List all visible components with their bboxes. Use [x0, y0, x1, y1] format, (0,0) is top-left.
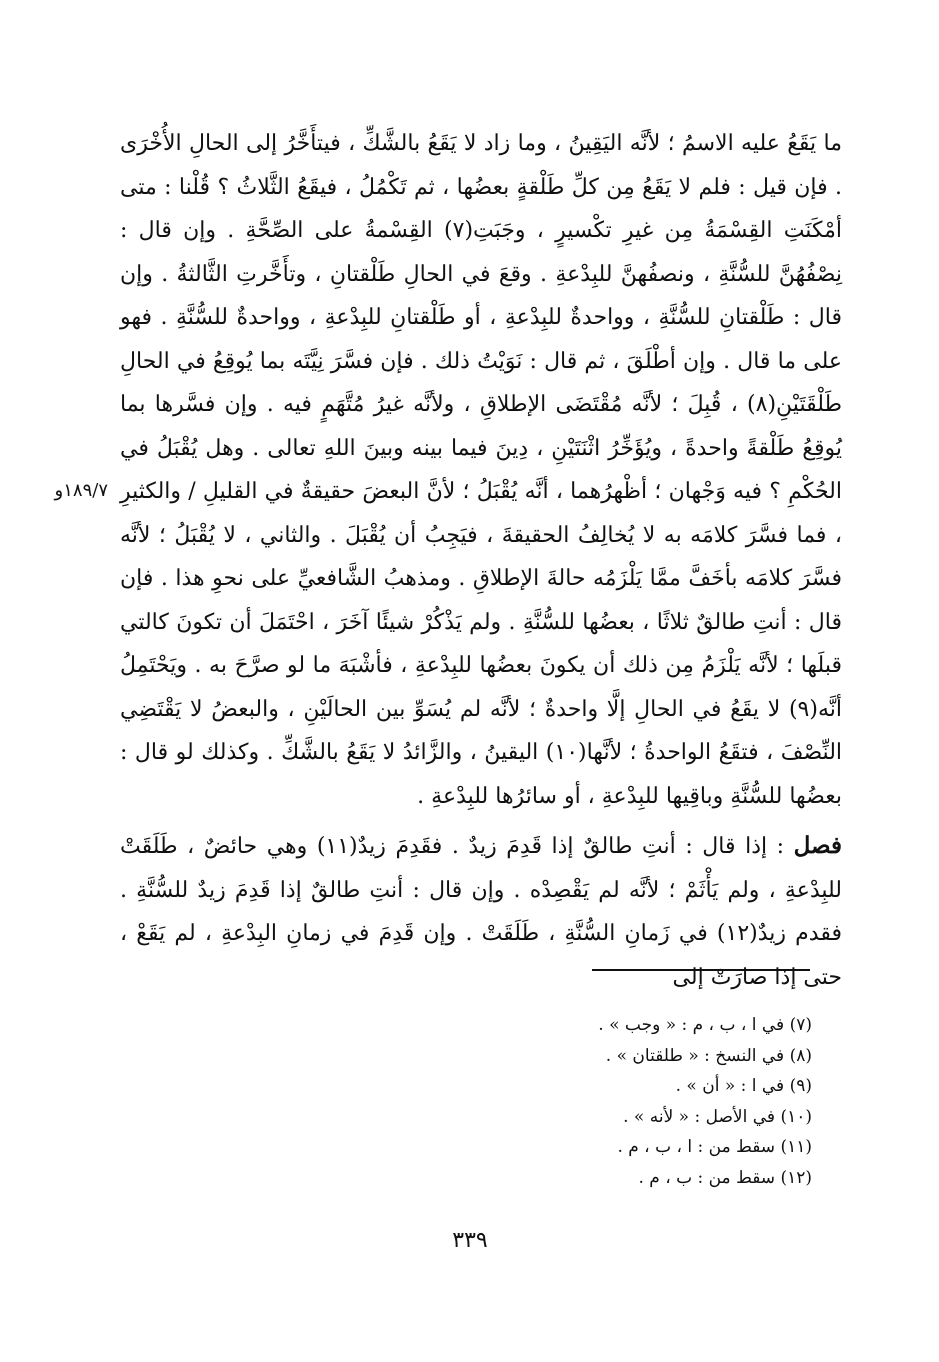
paragraph: ما يَقَعُ عليه الاسمُ ؛ لأنَّه اليَقِينُ ، وما زاد لا يَقَعُ بالشَّكِّ ، فيتأَخَّرُ إلى الحالِ الأُخْرَى . فإن قيل : فلم لا يَقَعُ مِن كلِّ طَلْقةٍ بعضُها ، ثم تَكْمُلُ ، فيقَعُ الثَّلاثُ ؟ قُلْنا : متى أمْكَنَتِ القِسْمَةُ مِن غيرِ تكْسيرٍ ، وجَبَتِ(٧) القِسْمةُ على الصِّحَّةِ . وإن قال : نِصْفُهُنَّ للسُّنَّةِ ، ونصفُهنَّ للبِدْعةِ . وقعَ في الحالِ طَلْقتانِ ، وتأَخَّرتِ الثَّالثةُ . وإن قال : طَلْقتانِ للسُّنَّةِ ، وواحدةٌ للبِدْعةِ ، أو طَلْقتانِ للبِدْعةِ ، وواحدةٌ للسُّنَّةِ . فهو على ما قال . وإن أطْلَقَ ، ثم قال : نَوَيْتُ ذلك . فإن فسَّرَ نِيَّتَه بما يُوقِعُ في الحالِ طَلْقَتَيْنِ(٨) ، قُبِلَ ؛ لأنَّه مُقْتَضَى الإطلاقِ ، ولأنَّه غيرُ مُتَّهَمٍ فيه . وإن فسَّرها بما يُوقِعُ طَلْقةً واحدةً ، ويُؤَخِّرُ اثْنَتَيْنِ ، دِينَ فيما بينه وبينَ اللهِ تعالى . وهل يُقْبَلُ في الحُكْمِ ؟ فيه وَجْهان ؛ أظْهرُهما ، أنَّه يُقْبَلُ ؛ لأنَّ البعضَ حقيقةٌ في القليلِ / والكثيرِ ، فما فسَّرَ كلامَه به لا يُخالِفُ الحقيقةَ ، فيَجِبُ أن يُقْبَلَ . والثاني ، لا يُقْبَلُ ؛ لأنَّه فسَّرَ كلامَه بأخَفَّ ممَّا يَلْزَمُه حالةَ الإطلاقِ . ومذهبُ الشَّافعيِّ على نحوِ هذا . فإن قال : أنتِ طالقٌ ثلاثًا ، بعضُها للسُّنَّةِ . ولم يَذْكُرْ شيئًا آخَرَ ، احْتَمَلَ أن تكونَ كالتي قبلَها ؛ لأنَّه يَلْزَمُ مِن ذلك أن يكونَ بعضُها للبِدْعةِ ، فأشْبَهَ ما لو صرَّحَ به . ويَحْتَمِلُ أنَّه(٩) لا يقَعُ في الحالِ إلَّا واحدةٌ ؛ لأنَّه لم يُسَوِّ بين الحالَيْنِ ، والبعضُ لا يَقْتَضِي النِّصْفَ ، فتقَعُ الواحدةُ ؛ لأنَّها(١٠) اليقينُ ، والزَّائدُ لا يَقَعُ بالشَّكِّ . وكذلك لو قال : بعضُها للسُّنَّةِ وباقِيها للبِدْعةِ ، أو سائرُها للبِدْعةِ .	[120, 131, 843, 809]
footnotes	[420, 1010, 812, 1193]
section-text: : إذا قال : أنتِ طالقٌ إذا قَدِمَ زيدٌ . فقَدِمَ زيدٌ(١١) وهي حائضٌ ، طَلَقَتْ للبِدْعةِ ، ولم يَأْثَمْ ؛ لأنَّه لم يَقْصِدْه . وإن قال : أنتِ طالقٌ إذا قَدِمَ زيدٌ للسُّنَّةِ . فقدم زيدٌ(١٢) في زَمانِ السُّنَّةِ ، طَلَقَتْ . وإن قَدِمَ في زمانِ البِدْعةِ ، لم يَقَعْ ، حتى إذا صارَتْ إلى	[120, 834, 842, 990]
footnote: (١٠) في الأصل : « لأنه » .	[623, 1106, 812, 1127]
margin-page-reference: ١٨٩/٧و	[54, 480, 108, 501]
main-text	[120, 122, 842, 999]
page-number: ٣٣٩	[452, 1228, 488, 1253]
footnote: (١١) سقط من : ا ، ب ، م .	[617, 1137, 812, 1157]
footnote: (٧) في ا ، ب ، م : « وجب » .	[598, 1015, 812, 1035]
footnote: (٨) في النسخ : « طلقتان » .	[605, 1045, 812, 1066]
section-heading: فصل	[793, 832, 842, 859]
footnote-divider	[592, 969, 810, 971]
footnote: (٩) في ا : « أن » .	[675, 1076, 812, 1096]
footnote: (١٢) سقط من : ب ، م .	[638, 1167, 812, 1188]
paragraph	[120, 824, 842, 999]
